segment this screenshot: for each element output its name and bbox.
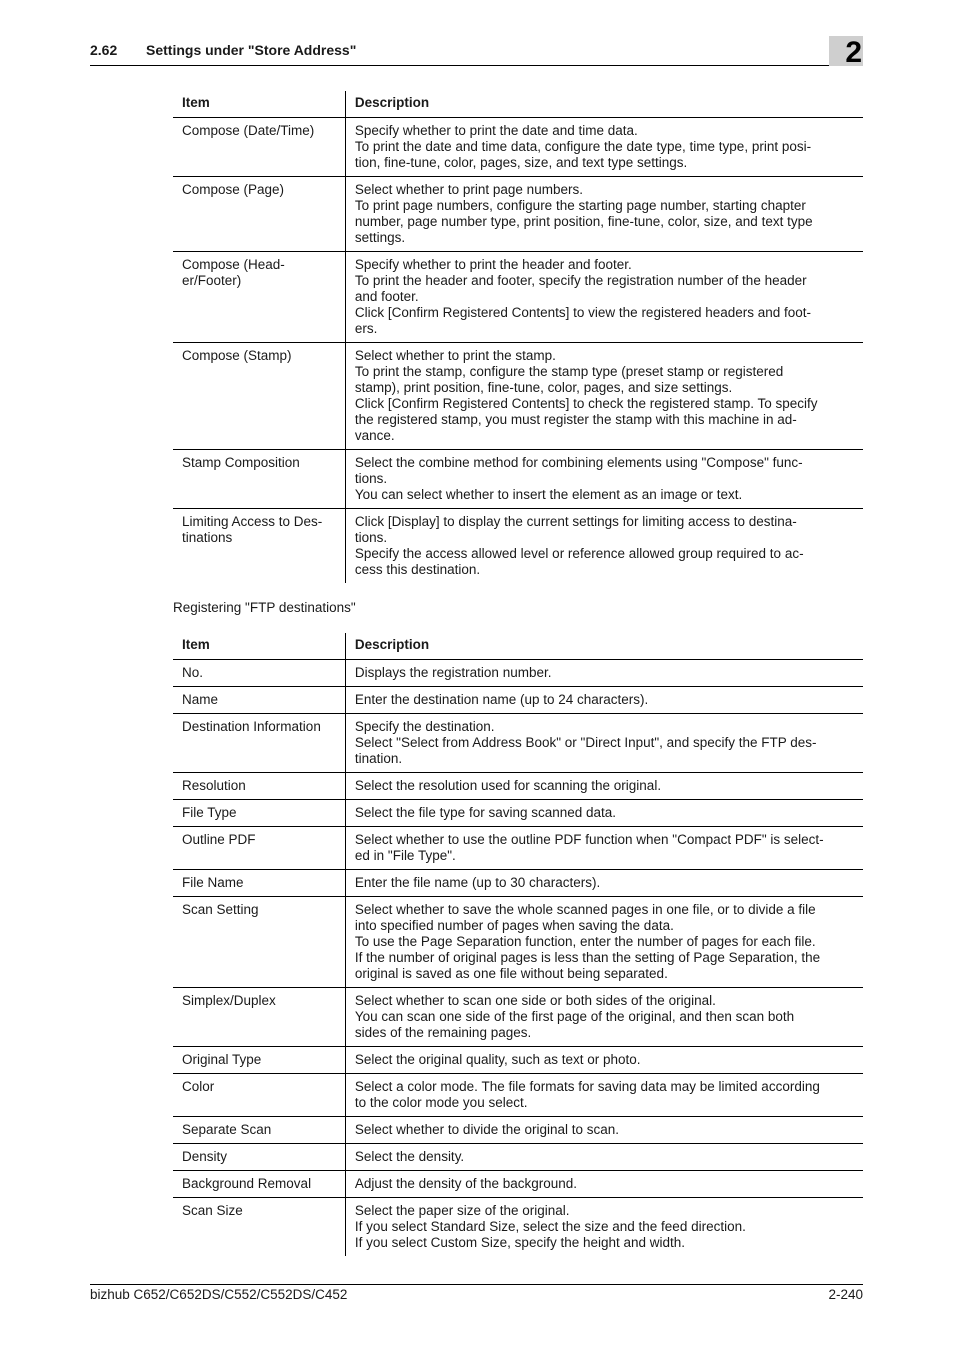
row-item: Destination Information: [173, 714, 345, 773]
column-header-item: Item: [173, 91, 345, 118]
table-row: [173, 660, 863, 687]
row-description: Select the original quality, such as text or photo.: [345, 1047, 863, 1074]
row-description: Select whether to scan one side or both sides of the original. You can scan one side of the first page of the original, and then scan both sides of the remaining pages.: [345, 988, 863, 1047]
table-row: [173, 177, 863, 252]
row-item: Scan Size: [173, 1198, 345, 1257]
row-item: Density: [173, 1144, 345, 1171]
row-description: Select the file type for saving scanned data.: [345, 800, 863, 827]
row-description: Select whether to use the outline PDF function when "Compact PDF" is select- ed in "File Type".: [345, 827, 863, 870]
table-row: [173, 509, 863, 584]
row-item: Resolution: [173, 773, 345, 800]
table-row: [173, 827, 863, 870]
row-item: Compose (Stamp): [173, 343, 345, 450]
chapter-number: 2: [845, 36, 862, 69]
footer-rule: [90, 1284, 863, 1285]
row-description: Displays the registration number.: [354, 665, 552, 680]
row-description: Specify whether to print the date and time data. To print the date and time data, configure the date type, time type, print posi- tion, fine-tune, color, pages, size, and text type settings.: [354, 123, 812, 170]
table-row: [173, 1171, 863, 1198]
table-row: [173, 773, 863, 800]
table-row: [173, 252, 863, 343]
row-item: Color: [173, 1074, 345, 1117]
table-row: [173, 800, 863, 827]
table-row: [173, 343, 863, 450]
column-header-description: Description: [345, 633, 863, 660]
row-description: Select the resolution used for scanning the original.: [345, 773, 863, 800]
row-description: Click [Display] to display the current settings for limiting access to destina- tions. Specify the access allowed level or reference allowed group required to ac- cess this destination.: [345, 509, 863, 584]
row-item: Compose (Date/Time): [173, 118, 345, 177]
row-description: Select whether to print the stamp. To print the stamp, configure the stamp type (preset stamp or registered stamp), print position, fine-tune, color, pages, and size settings. Click [Confirm Registered Contents] to check the registered stamp. To specify the registered stamp, you must register the stamp with this machine in ad- vance.: [345, 343, 863, 450]
column-header-item: Item: [173, 633, 345, 660]
row-description: Select the density.: [345, 1144, 863, 1171]
compose-settings-table: [173, 91, 863, 583]
model-name: bizhub C652/C652DS/C552/C552DS/C452: [90, 1287, 348, 1302]
row-item: File Name: [173, 870, 345, 897]
row-item: Name: [173, 687, 345, 714]
chapter-badge: [829, 36, 863, 69]
table-body: [173, 118, 863, 584]
row-description: Enter the file name (up to 30 characters).: [345, 870, 863, 897]
table-row: [173, 714, 863, 773]
row-description: Specify whether to print the header and footer. To print the header and footer, specify the registration number of the header and footer. Click [Confirm Registered Contents] to view the registered headers and foot- ers.: [345, 252, 863, 343]
page-header: [90, 40, 863, 66]
row-item: Limiting Access to Des- tinations: [173, 509, 345, 584]
ftp-destination-table: [173, 633, 863, 1256]
row-item: Scan Setting: [173, 897, 345, 988]
header-rule: [90, 65, 863, 66]
table-header-row: [173, 633, 863, 660]
table-row: [173, 988, 863, 1047]
row-description: Specify the destination. Select "Select from Address Book" or "Direct Input", and specify the FTP des- tination.: [345, 714, 863, 773]
row-description: Select a color mode. The file formats for saving data may be limited according to the color mode you select.: [345, 1074, 863, 1117]
row-item: Original Type: [173, 1047, 345, 1074]
table-row: [173, 1074, 863, 1117]
page-number: 2-240: [828, 1287, 863, 1302]
row-description: Select the combine method for combining elements using "Compose" func- tions. You can select whether to insert the element as an image or text.: [345, 450, 863, 509]
row-description: Select whether to divide the original to scan.: [345, 1117, 863, 1144]
row-description: Select whether to save the whole scanned pages in one file, or to divide a file into specified number of pages when saving the data. To use the Page Separation function, enter the number of pages for each file. If the number of original pages is less than the setting of Page Separation, the original is saved as one file without being separated.: [345, 897, 863, 988]
row-item: Separate Scan: [173, 1117, 345, 1144]
table-row: [173, 1198, 863, 1257]
table-row: [173, 897, 863, 988]
row-item: Background Removal: [173, 1171, 345, 1198]
row-description: Enter the destination name (up to 24 characters).: [345, 687, 863, 714]
row-item: File Type: [173, 800, 345, 827]
row-item: Outline PDF: [173, 827, 345, 870]
table-row: [173, 687, 863, 714]
row-item: Compose (Page): [173, 177, 345, 252]
table-row: [173, 1117, 863, 1144]
row-description: Select the paper size of the original. If you select Standard Size, select the size and the feed direction. If you select Custom Size, specify the height and width.: [345, 1198, 863, 1257]
section-title: Settings under "Store Address": [146, 42, 357, 58]
row-item: No.: [173, 660, 345, 687]
column-header-description: Description: [345, 91, 863, 118]
row-item: Compose (Head- er/Footer): [173, 252, 345, 343]
table-row: [173, 870, 863, 897]
row-item: Stamp Composition: [173, 450, 345, 509]
section-number: 2.62: [90, 42, 118, 58]
page-footer: [90, 1284, 863, 1302]
ftp-section-caption: Registering "FTP destinations": [173, 600, 356, 615]
table-row: [173, 1047, 863, 1074]
row-item: Simplex/Duplex: [173, 988, 345, 1047]
table-header-row: [173, 91, 863, 118]
row-description: Adjust the density of the background.: [345, 1171, 863, 1198]
table-row: [173, 450, 863, 509]
table-row: [173, 118, 863, 177]
row-description: Select whether to print page numbers. To print page numbers, configure the starting page number, starting chapter number, page number type, print position, fine-tune, color, size, and text type settings.: [345, 177, 863, 252]
table-body: [173, 660, 863, 1257]
table-row: [173, 1144, 863, 1171]
